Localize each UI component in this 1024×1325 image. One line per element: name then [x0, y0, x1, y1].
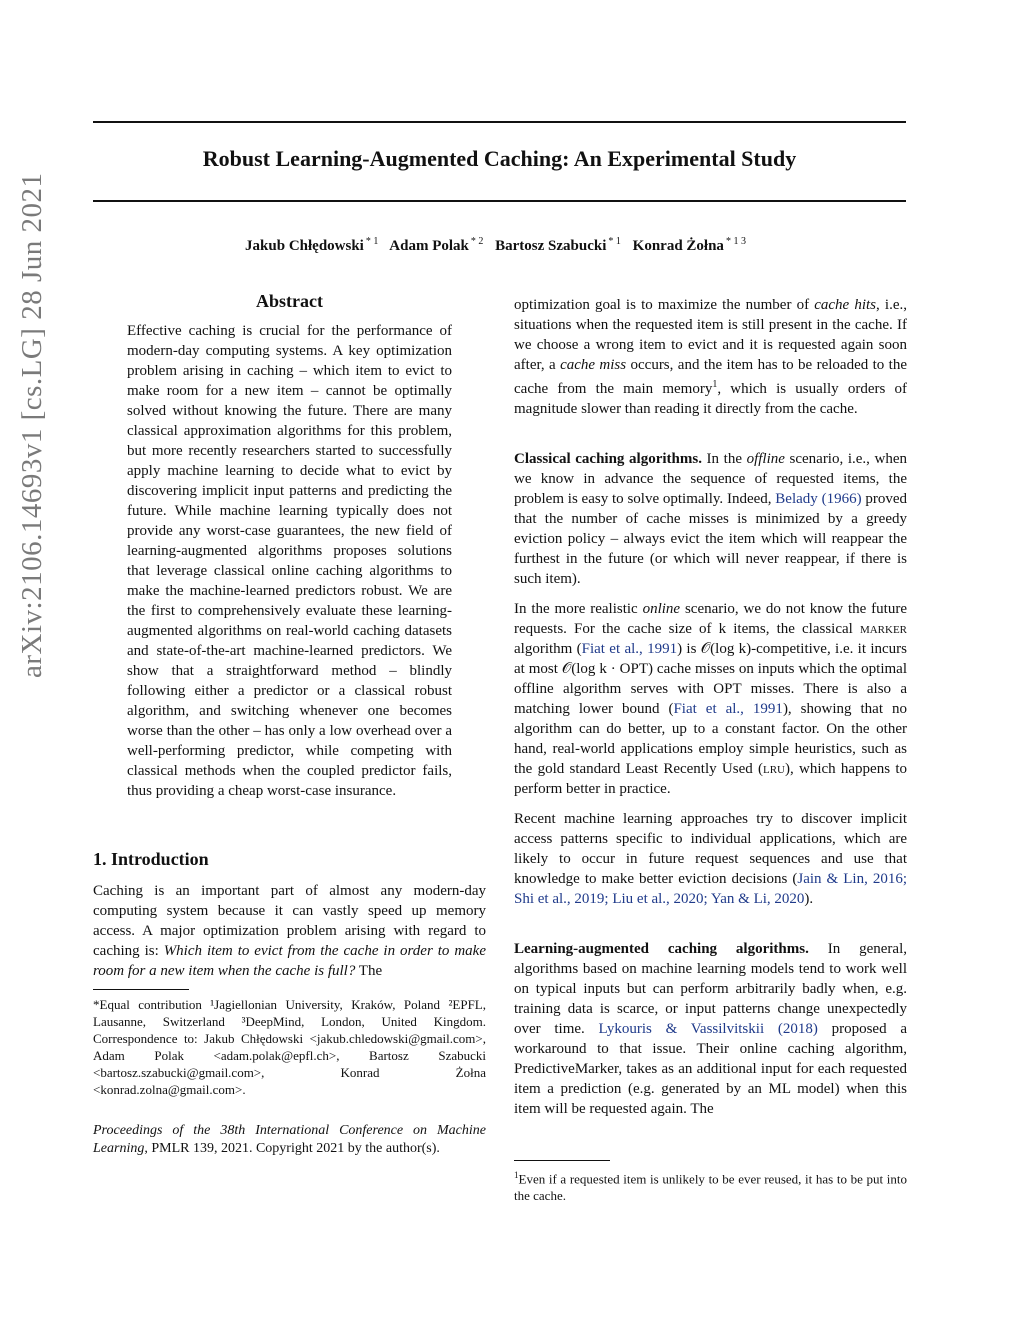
text: optimization goal is to maximize the number of [514, 297, 815, 313]
text: ). [804, 891, 814, 907]
proceedings-text: Proceedings of the [93, 1123, 221, 1138]
text: Recent machine learning approaches try to discover implicit access patterns specific to individual applications, which are likely to occur in future request sequences and use that knowledge to make better eviction decisions ( [514, 811, 907, 887]
author-name: Adam Polak [389, 238, 469, 254]
footnote-text: Even if a requested item is unlikely to be ever reused, it has to be put into the cache. [514, 1171, 907, 1204]
text: ), showing that no algorithm can do better, up to a constant factor. On the other hand, real-world applications employ simple heuristics, such as the gold standard Least Recently Used ( [514, 701, 907, 777]
online-paragraph [514, 599, 907, 799]
author-name: Jakub Chłędowski [245, 238, 364, 254]
intro-continuation [514, 295, 907, 419]
learning-augmented-paragraph [514, 939, 907, 1119]
term-cache-miss: cache miss [560, 357, 627, 373]
arxiv-stamp: arXiv:2106.14693v1 [cs.LG] 28 Jun 2021 [16, 172, 48, 678]
algorithm-name: marker [859, 621, 907, 637]
intro-text: Caching is an important part of almost any modern-day computing system because it can vastly speed up memory access. A major optimization problem arising with regard to caching is: [93, 883, 486, 959]
intro-text-end: The [355, 963, 383, 979]
title-bottom-rule [93, 200, 906, 202]
classical-paragraph [514, 449, 907, 589]
footnote-rule [93, 989, 189, 990]
citation-link[interactable]: Jain & Lin, 2016; Shi et al., 2019; Liu et al., 2020; Yan & Li, 2020 [514, 871, 908, 907]
paragraph-heading: Learning-augmented caching algorithms. [514, 941, 809, 957]
text: ) is 𝒪(log k)-competitive, i.e. it incurs at most 𝒪(log k · OPT) cache misses on inputs which the optimal offline algorithm serves with OPT misses. There is also a matching lower bound ( [514, 641, 907, 717]
citation-link[interactable]: Fiat et al., 1991 [673, 701, 783, 717]
right-column [514, 295, 907, 1119]
top-rule [93, 121, 906, 123]
citation-link[interactable]: Lykouris & Vassilvitskii (2018) [598, 1021, 818, 1037]
text: scenario, i.e., when we know in advance the sequence of requested items, the problem is easy to solve optimally. Indeed, [514, 451, 907, 507]
abstract-heading: Abstract [256, 291, 323, 311]
author-affiliation: * 1 [608, 236, 621, 247]
text: occurs, and the item has to be reloaded to the cache from the main memory [514, 357, 907, 397]
paper-title: Robust Learning-Augmented Caching: An Experimental Study [202, 146, 797, 171]
text: In the [701, 451, 747, 467]
citation-link[interactable]: Fiat et al., 1991 [581, 641, 678, 657]
author-list [93, 236, 906, 255]
term-offline: offline [746, 451, 785, 467]
proceedings-copyright: , PMLR 139, 2021. Copyright 2021 by the author(s). [144, 1141, 440, 1156]
text: proved that the number of cache misses is minimized by a greedy eviction policy – always evict the item which will reappear the furthest in the future (or which will never reappear, if there is such item). [514, 491, 907, 587]
proceedings-venue: International Conference on Machine Learning [93, 1123, 486, 1156]
text: In the more realistic [514, 601, 643, 617]
paragraph-heading: Classical caching algorithms. [514, 451, 702, 467]
ml-paragraph [514, 809, 907, 909]
intro-paragraph [93, 881, 486, 981]
section-heading-introduction: 1. Introduction [93, 849, 209, 869]
abstract-body: Effective caching is crucial for the performance of modern-day computing systems. A key optimization problem arising in caching – which item to evict to make room for a new item – cannot be optimally solved without knowing the future. There are many classical approximation algorithms for this problem, but more recently researchers started to successfully apply machine learning to decide what to evict by discovering implicit input patterns and predicting the future. While machine learning typically does not provide any worst-case guarantees, the new field of learning-augmented algorithms proposes solutions that leverage classical online caching algorithms to make the machine-learned predictors robust. We are the first to comprehensively evaluate these learning-augmented algorithms on real-world caching datasets and state-of-the-art machine-learned predictors. We show that a straightforward method – blindly following either a predictor or a classical robust algorithm, and switching whenever one becomes worse than the other – has only a low overhead over a well-performing predictor, while competing with classical methods when the coupled predictor fails, thus providing a cheap worst-case insurance. [127, 323, 452, 799]
proceedings-ordinal: 38th [220, 1123, 246, 1138]
author-name: Bartosz Szabucki [495, 238, 607, 254]
term-cache-hits: cache hits [814, 297, 877, 313]
left-column [93, 291, 486, 1158]
intro-question: Which item to evict from the cache in order to make room for a new item when the cache is full? [93, 943, 486, 979]
footnote-number: 1 [514, 1170, 519, 1180]
footnote-1 [514, 1167, 907, 1204]
affiliations-text: ¹Jagiellonian University, Kraków, Poland ²EPFL, Lausanne, Switzerland ³DeepMind, London, United Kingdom. Correspondence to: Jakub Chłędowski <jakub.chledowski@gmail.com>, Adam Polak <adam.polak@epfl.ch>, Bartosz Szabucki <bartosz.szabucki@gmail.com>, Konrad Żołna <konrad.zolna@gmail.com>. [93, 997, 486, 1097]
footnote-marker: 1 [712, 379, 718, 390]
author-affiliation: * 1 [365, 236, 379, 247]
text: , i.e., situations when the requested item is still present in the cache. If we choose a wrong item to evict and it is requested again soon after, a [514, 297, 907, 373]
citation-link[interactable]: Belady (1966) [775, 491, 862, 507]
text: scenario, we do not know the future requests. For the cache size of k items, the classical [514, 601, 907, 637]
right-footnote-block [514, 1160, 907, 1204]
footnote-rule [514, 1160, 610, 1161]
affiliations-footnote [93, 996, 486, 1098]
text: In general, algorithms based on machine learning models tend to work well on typical inputs but can perform arbitrarily badly when, e.g. training data is scarce, or input patterns change unexpectedly over time. [514, 941, 907, 1037]
author-affiliation: * 1 3 [725, 236, 746, 247]
author-affiliation: * 2 [470, 236, 484, 247]
text: ), which happens to perform better in practice. [514, 761, 907, 797]
text: algorithm ( [514, 641, 582, 657]
term-online: online [642, 601, 681, 617]
proceedings-note [93, 1122, 486, 1158]
algorithm-name: lru [762, 761, 785, 777]
author-name: Konrad Żołna [632, 238, 724, 254]
text: proposed a workaround to that issue. Their online caching algorithm, PredictiveMarker, takes as an additional input for each requested item a prediction (e.g. generated by an ML model) when this item will be requested again. The [514, 1021, 907, 1117]
equal-contribution-note: *Equal contribution [93, 997, 202, 1012]
text: , which is usually orders of magnitude slower than reading it directly from the cache. [514, 381, 907, 417]
